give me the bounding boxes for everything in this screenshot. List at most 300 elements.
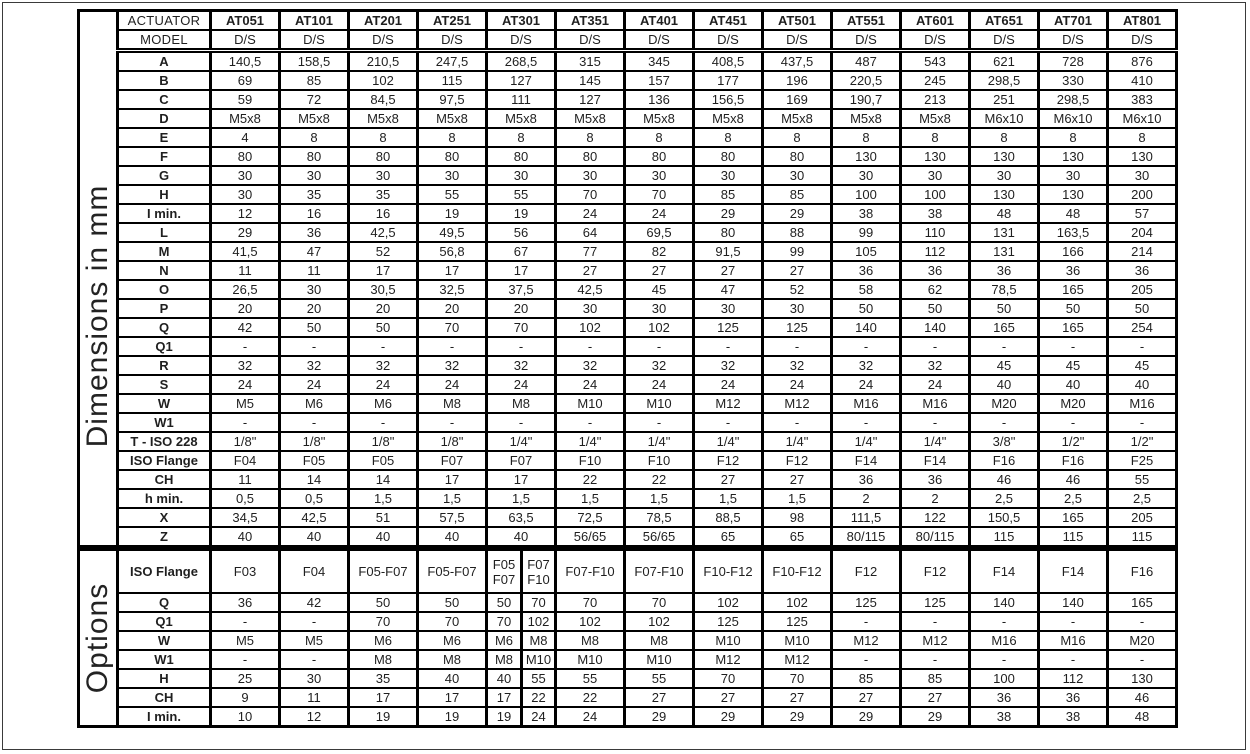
dimension-value-cell: 214 (1108, 242, 1177, 261)
dimension-value-cell: 298,5 (1039, 90, 1108, 109)
dimension-value-cell: 1/2" (1039, 432, 1108, 451)
model-value: D/S (1039, 30, 1108, 51)
dimension-value-cell: - (211, 413, 280, 432)
dimension-value-cell: 48 (1039, 204, 1108, 223)
dimension-value-cell: 345 (625, 51, 694, 72)
dimension-value-cell: 131 (970, 242, 1039, 261)
dimension-value-cell: 169 (763, 90, 832, 109)
actuator-name: AT201 (349, 11, 418, 31)
dimension-value-cell: 165 (970, 318, 1039, 337)
options-value-cell: M8 (487, 650, 522, 669)
options-value-cell: 70 (487, 612, 522, 631)
dimension-value-cell: 35 (280, 185, 349, 204)
dimension-value-cell: 24 (556, 375, 625, 394)
options-value-cell: 29 (625, 707, 694, 727)
dimension-value-cell: 32,5 (418, 280, 487, 299)
dimension-value-cell: 8 (625, 128, 694, 147)
options-row-label: CH (118, 688, 211, 707)
options-value-cell: 10 (211, 707, 280, 727)
options-value-cell: 25 (211, 669, 280, 688)
dimension-value-cell: 1,5 (349, 489, 418, 508)
options-value-cell: 38 (970, 707, 1039, 727)
dimension-value-cell: 298,5 (970, 71, 1039, 90)
dimension-value-cell: 8 (694, 128, 763, 147)
dimension-value-cell: 57,5 (418, 508, 487, 527)
dimension-value-cell: 268,5 (487, 51, 556, 72)
dimension-value-cell: 80 (211, 147, 280, 166)
dimension-value-cell: 52 (763, 280, 832, 299)
options-row-label: W1 (118, 650, 211, 669)
options-value-cell: M12 (763, 650, 832, 669)
dimension-row-label: L (118, 223, 211, 242)
options-value-cell: 19 (418, 707, 487, 727)
dimension-value-cell: 99 (763, 242, 832, 261)
dimension-value-cell: M8 (487, 394, 556, 413)
dimension-value-cell: 130 (1039, 185, 1108, 204)
dimension-value-cell: 27 (763, 470, 832, 489)
dimension-row (79, 413, 1177, 432)
actuator-name: AT451 (694, 11, 763, 31)
dimension-value-cell: 254 (1108, 318, 1177, 337)
dimension-row-label: E (118, 128, 211, 147)
options-value-cell: M8 (418, 650, 487, 669)
options-value-cell: - (1108, 650, 1177, 669)
dimension-value-cell: 115 (1039, 527, 1108, 547)
model-header-label: MODEL (118, 30, 211, 51)
options-value-cell: 27 (694, 688, 763, 707)
options-value-cell: 29 (694, 707, 763, 727)
dimension-value-cell: 50 (832, 299, 901, 318)
dimension-value-cell: 165 (1039, 280, 1108, 299)
dimension-value-cell: 51 (349, 508, 418, 527)
model-value: D/S (349, 30, 418, 51)
dimension-value-cell: 115 (418, 71, 487, 90)
options-value-cell: - (1039, 650, 1108, 669)
dimension-value-cell: M6x10 (1108, 109, 1177, 128)
dimension-row-label: O (118, 280, 211, 299)
dimension-row-label: T - ISO 228 (118, 432, 211, 451)
dimension-value-cell: 40 (970, 375, 1039, 394)
dimension-value-cell: M5x8 (694, 109, 763, 128)
dimension-value-cell: 24 (625, 375, 694, 394)
dimension-value-cell: F12 (694, 451, 763, 470)
dimension-value-cell: 0,5 (280, 489, 349, 508)
dimension-value-cell: 8 (556, 128, 625, 147)
dimension-value-cell: 30 (625, 166, 694, 185)
dimension-row (79, 185, 1177, 204)
dimension-value-cell: - (418, 337, 487, 356)
dimension-value-cell: 32 (211, 356, 280, 375)
dimension-value-cell: 80 (556, 147, 625, 166)
dimension-row-label: W1 (118, 413, 211, 432)
dimension-value-cell: - (694, 413, 763, 432)
dimension-value-cell: 30 (625, 299, 694, 318)
dimension-value-cell: 2,5 (970, 489, 1039, 508)
model-row (79, 30, 1177, 51)
dimension-value-cell: F07 (487, 451, 556, 470)
dimension-value-cell: 22 (625, 470, 694, 489)
model-value: D/S (556, 30, 625, 51)
dimension-value-cell: 98 (763, 508, 832, 527)
dimension-value-cell: 88 (763, 223, 832, 242)
dimension-value-cell: M16 (1108, 394, 1177, 413)
dimension-value-cell: M5x8 (556, 109, 625, 128)
dimension-value-cell: 48 (970, 204, 1039, 223)
side-label-dimensions: Dimensions in mm (81, 184, 114, 448)
dimension-value-cell: M6x10 (1039, 109, 1108, 128)
dimension-value-cell: 24 (832, 375, 901, 394)
dimension-row (79, 337, 1177, 356)
dimension-value-cell: 8 (970, 128, 1039, 147)
dimension-value-cell: M12 (694, 394, 763, 413)
options-value-cell: M20 (1108, 631, 1177, 650)
options-value-cell: 102 (522, 612, 556, 631)
dimension-value-cell: 30 (349, 166, 418, 185)
options-value-cell: F16 (1108, 550, 1177, 594)
options-row (79, 612, 1177, 631)
dimension-value-cell: 1/4" (763, 432, 832, 451)
dimension-value-cell: - (487, 337, 556, 356)
dimension-value-cell: 0,5 (211, 489, 280, 508)
dimension-value-cell: F05 (349, 451, 418, 470)
dimension-value-cell: 100 (901, 185, 970, 204)
dimension-value-cell: 72,5 (556, 508, 625, 527)
dimension-value-cell: 45 (1039, 356, 1108, 375)
dimension-value-cell: 2,5 (1039, 489, 1108, 508)
dimension-row (79, 299, 1177, 318)
stacked-value-line: F07 (527, 556, 550, 572)
dimension-value-cell: 78,5 (970, 280, 1039, 299)
dimension-value-cell: 621 (970, 51, 1039, 72)
options-value-cell: 102 (625, 612, 694, 631)
dimension-value-cell: 105 (832, 242, 901, 261)
dimension-value-cell: 140,5 (211, 51, 280, 72)
dimension-value-cell: 1,5 (418, 489, 487, 508)
dimension-value-cell: M5x8 (418, 109, 487, 128)
dimension-value-cell: - (832, 337, 901, 356)
options-row-label: ISO Flange (118, 550, 211, 594)
dimension-value-cell: 16 (280, 204, 349, 223)
dimension-value-cell: 22 (556, 470, 625, 489)
dimension-value-cell: F14 (901, 451, 970, 470)
actuator-name: AT551 (832, 11, 901, 31)
dimension-row (79, 109, 1177, 128)
dimension-value-cell: 247,5 (418, 51, 487, 72)
dimension-value-cell: 47 (694, 280, 763, 299)
options-value-cell: M8 (556, 631, 625, 650)
dimension-value-cell: 165 (1039, 318, 1108, 337)
dimension-value-cell: 91,5 (694, 242, 763, 261)
dimension-value-cell: M5x8 (487, 109, 556, 128)
dimension-value-cell: 38 (832, 204, 901, 223)
dimension-value-cell: M5x8 (901, 109, 970, 128)
dimension-value-cell: M5x8 (763, 109, 832, 128)
dimension-value-cell: 8 (1108, 128, 1177, 147)
dimension-value-cell: 30 (763, 166, 832, 185)
dimension-value-cell: 59 (211, 90, 280, 109)
dimension-value-cell: 1/8" (280, 432, 349, 451)
dimension-value-cell: 136 (625, 90, 694, 109)
side-label-cell-dimensions (79, 11, 118, 547)
dimension-value-cell: 41,5 (211, 242, 280, 261)
stacked-value-line: F05 (492, 556, 516, 572)
dimension-value-cell: M5 (211, 394, 280, 413)
options-value-cell: 70 (694, 669, 763, 688)
options-value-cell: 17 (349, 688, 418, 707)
options-row (79, 631, 1177, 650)
dimension-value-cell: 245 (901, 71, 970, 90)
options-value-cell: 9 (211, 688, 280, 707)
dimension-value-cell: 125 (694, 318, 763, 337)
dimension-value-cell: 127 (487, 71, 556, 90)
options-row (79, 669, 1177, 688)
dimension-row-label: ISO Flange (118, 451, 211, 470)
options-value-cell: 55 (625, 669, 694, 688)
dimension-value-cell: 163,5 (1039, 223, 1108, 242)
dimension-row (79, 280, 1177, 299)
dimension-value-cell: - (349, 337, 418, 356)
dimension-value-cell: 84,5 (349, 90, 418, 109)
dimension-value-cell: 77 (556, 242, 625, 261)
actuator-name: AT051 (211, 11, 280, 31)
dimension-value-cell: 145 (556, 71, 625, 90)
dimension-value-cell: 24 (280, 375, 349, 394)
dimension-value-cell: 177 (694, 71, 763, 90)
options-value-cell: 70 (522, 593, 556, 612)
dimension-value-cell: 56/65 (625, 527, 694, 547)
dimension-value-cell: 100 (832, 185, 901, 204)
dimension-value-cell: 1/4" (625, 432, 694, 451)
dimension-value-cell: 36 (832, 261, 901, 280)
options-value-cell: M8 (625, 631, 694, 650)
dimension-value-cell: 30 (694, 299, 763, 318)
model-value: D/S (901, 30, 970, 51)
stacked-value-line: F10 (527, 571, 550, 587)
dimension-value-cell: 728 (1039, 51, 1108, 72)
dimension-value-cell: 30 (1039, 166, 1108, 185)
actuator-name: AT651 (970, 11, 1039, 31)
dimension-value-cell: 50 (1039, 299, 1108, 318)
dimension-value-cell: - (556, 337, 625, 356)
dimension-value-cell: - (556, 413, 625, 432)
options-value-cell: F14 (970, 550, 1039, 594)
dimension-value-cell: 24 (625, 204, 694, 223)
dimension-value-cell: 315 (556, 51, 625, 72)
dimension-value-cell: 56 (487, 223, 556, 242)
dimension-row (79, 128, 1177, 147)
options-value-cell: - (901, 612, 970, 631)
actuator-name: AT801 (1108, 11, 1177, 31)
dimension-value-cell: 8 (280, 128, 349, 147)
dimension-row (79, 470, 1177, 489)
dimension-value-cell: M6x10 (970, 109, 1039, 128)
dimension-value-cell: 80 (763, 147, 832, 166)
dimension-value-cell: 30 (832, 166, 901, 185)
stacked-value-line: F07 (492, 571, 516, 587)
dimension-value-cell: - (901, 413, 970, 432)
options-value-cell: 130 (1108, 669, 1177, 688)
actuator-name: AT701 (1039, 11, 1108, 31)
dimension-value-cell: 190,7 (832, 90, 901, 109)
dimension-value-cell: 437,5 (763, 51, 832, 72)
dimension-value-cell: 11 (280, 261, 349, 280)
dimension-value-cell: 8 (487, 128, 556, 147)
dimension-row (79, 432, 1177, 451)
options-value-cell: 27 (901, 688, 970, 707)
options-value-cell: M10 (625, 650, 694, 669)
dimension-value-cell: - (694, 337, 763, 356)
dimension-value-cell: 27 (694, 470, 763, 489)
model-value: D/S (280, 30, 349, 51)
dimension-value-cell: 205 (1108, 508, 1177, 527)
dimension-value-cell: 20 (211, 299, 280, 318)
dimension-value-cell: 130 (901, 147, 970, 166)
options-value-cell: 38 (1039, 707, 1108, 727)
options-value-cell: M6 (349, 631, 418, 650)
options-value-cell: 22 (522, 688, 556, 707)
options-row-label: W (118, 631, 211, 650)
dimension-value-cell: 131 (970, 223, 1039, 242)
dimension-value-cell: 50 (280, 318, 349, 337)
dimension-value-cell: 140 (832, 318, 901, 337)
dimension-value-cell: - (970, 413, 1039, 432)
dimension-value-cell: F10 (625, 451, 694, 470)
dimension-value-cell: 24 (418, 375, 487, 394)
dimension-value-cell: 17 (418, 470, 487, 489)
dimensions-table (77, 9, 1178, 548)
dimension-value-cell: 27 (556, 261, 625, 280)
dimension-value-cell: 52 (349, 242, 418, 261)
dimension-value-cell: 30 (280, 166, 349, 185)
dimension-value-cell: 24 (211, 375, 280, 394)
dimension-row-label: N (118, 261, 211, 280)
dimension-value-cell: 80 (487, 147, 556, 166)
options-value-cell: 112 (1039, 669, 1108, 688)
options-value-cell: 42 (280, 593, 349, 612)
dimension-value-cell: 24 (901, 375, 970, 394)
dimension-value-cell: 213 (901, 90, 970, 109)
dimension-row-label: Q (118, 318, 211, 337)
dimension-value-cell: M20 (970, 394, 1039, 413)
dimension-value-cell: 46 (1039, 470, 1108, 489)
dimension-value-cell: 80 (280, 147, 349, 166)
dimension-value-cell: 30 (418, 166, 487, 185)
dimension-value-cell: 140 (901, 318, 970, 337)
dimension-value-cell: 20 (487, 299, 556, 318)
dimension-value-cell: M10 (556, 394, 625, 413)
actuator-name: AT401 (625, 11, 694, 31)
dimension-value-cell: 80/115 (832, 527, 901, 547)
dimension-value-cell: M6 (280, 394, 349, 413)
dimension-value-cell: 1/4" (487, 432, 556, 451)
dimension-value-cell: 32 (901, 356, 970, 375)
dimension-row-label: X (118, 508, 211, 527)
dimension-value-cell: 97,5 (418, 90, 487, 109)
dimension-value-cell: 32 (280, 356, 349, 375)
options-value-cell: M10 (522, 650, 556, 669)
dimension-value-cell: 1/8" (418, 432, 487, 451)
dimension-value-cell: 40 (211, 527, 280, 547)
dimension-row-label: A (118, 51, 211, 72)
dimension-value-cell: 8 (1039, 128, 1108, 147)
options-value-cell: - (280, 612, 349, 631)
options-value-cell: 85 (901, 669, 970, 688)
dimension-value-cell: 45 (970, 356, 1039, 375)
options-value-cell: 70 (418, 612, 487, 631)
dimension-value-cell: 158,5 (280, 51, 349, 72)
actuator-name: AT501 (763, 11, 832, 31)
dimension-value-cell: 80 (418, 147, 487, 166)
dimension-value-cell: 42,5 (556, 280, 625, 299)
dimension-value-cell: 24 (556, 204, 625, 223)
dimension-value-cell: - (832, 413, 901, 432)
options-value-cell: 70 (625, 593, 694, 612)
options-value-cell: 55 (522, 669, 556, 688)
dimension-value-cell: 130 (1108, 147, 1177, 166)
dimension-row (79, 242, 1177, 261)
options-value-cell: 36 (1039, 688, 1108, 707)
dimension-value-cell: - (1108, 413, 1177, 432)
options-value-cell: - (832, 612, 901, 631)
dimension-value-cell: 115 (1108, 527, 1177, 547)
dimension-value-cell: 165 (1039, 508, 1108, 527)
dimension-value-cell: F16 (1039, 451, 1108, 470)
options-value-cell: M10 (763, 631, 832, 650)
dimension-value-cell: 383 (1108, 90, 1177, 109)
dimension-value-cell: 1/4" (832, 432, 901, 451)
options-value-cell: 22 (556, 688, 625, 707)
dimension-value-cell: F12 (763, 451, 832, 470)
dimension-value-cell: 2 (901, 489, 970, 508)
dimension-value-cell: - (280, 413, 349, 432)
actuator-name: AT251 (418, 11, 487, 31)
dimension-value-cell: 26,5 (211, 280, 280, 299)
dimension-value-cell: M20 (1039, 394, 1108, 413)
dimension-value-cell: 30 (280, 280, 349, 299)
actuator-name: AT301 (487, 11, 556, 31)
dimension-value-cell: 88,5 (694, 508, 763, 527)
dimension-row-label: M (118, 242, 211, 261)
options-row (79, 688, 1177, 707)
dimension-value-cell: 80 (694, 223, 763, 242)
options-value-cell: 55 (556, 669, 625, 688)
dimension-value-cell: 125 (763, 318, 832, 337)
dimension-value-cell: 1,5 (694, 489, 763, 508)
dimension-value-cell: - (487, 413, 556, 432)
options-row-label: H (118, 669, 211, 688)
dimension-row-label: Z (118, 527, 211, 547)
dimension-value-cell: 130 (832, 147, 901, 166)
options-value-cell: 11 (280, 688, 349, 707)
dimension-value-cell: 127 (556, 90, 625, 109)
dimension-value-cell: - (1108, 337, 1177, 356)
options-value-cell: 50 (487, 593, 522, 612)
dimension-value-cell: 70 (487, 318, 556, 337)
dimension-value-cell: 8 (832, 128, 901, 147)
dimension-value-cell: - (901, 337, 970, 356)
dimension-value-cell: 487 (832, 51, 901, 72)
options-value-cell: M12 (901, 631, 970, 650)
options-value-cell: F12 (901, 550, 970, 594)
dimension-value-cell: 42,5 (280, 508, 349, 527)
dimension-value-cell: 85 (694, 185, 763, 204)
dimension-value-cell: 80/115 (901, 527, 970, 547)
dimension-value-cell: 37,5 (487, 280, 556, 299)
dimension-row (79, 223, 1177, 242)
dimension-value-cell: 24 (763, 375, 832, 394)
dimension-value-cell: - (625, 413, 694, 432)
options-value-cell: - (970, 612, 1039, 631)
